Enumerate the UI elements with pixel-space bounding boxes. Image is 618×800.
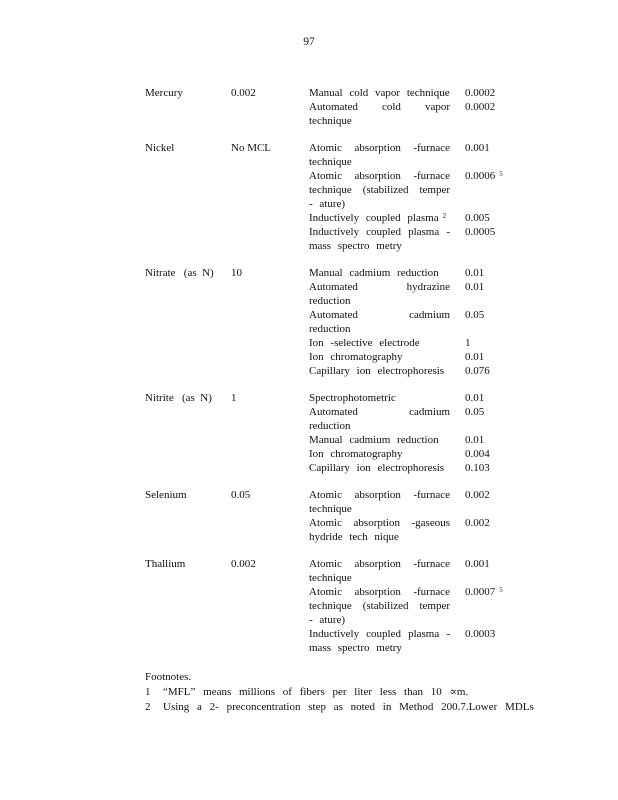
mdl-value: 0.005 xyxy=(465,212,490,224)
mcl-value: 0.002 xyxy=(231,87,256,99)
contaminant-name: Nitrate (as N) xyxy=(145,267,214,279)
method-name: Atomic absorption -furnace technique (stabilized temper - ature) xyxy=(309,170,450,210)
mcl-methods-table xyxy=(145,86,525,655)
method-name: Inductively coupled plasma $^2$ xyxy=(309,212,447,224)
method-name: Inductively coupled plasma - mass spectro metry xyxy=(309,226,450,252)
method-name: Atomic absorption -furnace technique xyxy=(309,142,450,168)
method-row xyxy=(309,488,525,516)
table-group-nickel xyxy=(145,141,525,253)
mcl-value: No MCL xyxy=(231,142,272,154)
method-name: Automated cadmium reduction xyxy=(309,406,450,432)
method-list xyxy=(309,266,525,378)
mdl-value: 0.004 xyxy=(465,448,490,460)
method-name: Automated cadmium reduction xyxy=(309,309,450,335)
mdl-value: 0.001 xyxy=(465,142,490,154)
method-row xyxy=(309,336,525,350)
method-row xyxy=(309,585,525,627)
mdl-value: 0.002 xyxy=(465,517,490,529)
mdl-value: 0.0002 xyxy=(465,101,496,113)
method-row xyxy=(309,447,525,461)
mdl-value: 0.0007 $^5$ xyxy=(465,586,503,598)
mdl-value: 0.0005 xyxy=(465,226,496,238)
method-row xyxy=(309,516,525,544)
mdl-value: 1 xyxy=(465,337,471,349)
method-row xyxy=(309,266,525,280)
method-row xyxy=(309,86,525,100)
method-name: Atomic absorption -furnace technique (stabilized temper - ature) xyxy=(309,586,450,626)
method-list xyxy=(309,86,525,128)
method-row xyxy=(309,433,525,447)
method-row xyxy=(309,169,525,211)
method-name: Automated cold vapor technique xyxy=(309,101,450,127)
table-group-thallium xyxy=(145,557,525,655)
mdl-value: 0.0006 $^5$ xyxy=(465,170,503,182)
mcl-value: 1 xyxy=(231,392,237,404)
contaminant-name: Thallium xyxy=(145,558,186,570)
method-name: Ion chromatography xyxy=(309,351,403,363)
contaminant-name: Mercury xyxy=(145,87,183,99)
mdl-value: 0.0002 xyxy=(465,87,496,99)
method-name: Atomic absorption -furnace technique xyxy=(309,489,450,515)
mdl-value: 0.0003 xyxy=(465,628,496,640)
method-name: Spectrophotometric xyxy=(309,392,396,404)
mdl-value: 0.01 xyxy=(465,351,485,363)
mdl-value: 0.01 xyxy=(465,392,485,404)
method-name: Atomic absorption -gaseous hydride tech nique xyxy=(309,517,450,543)
method-name: Capillary ion electrophoresis xyxy=(309,365,445,377)
method-name: Inductively coupled plasma - mass spectro metry xyxy=(309,628,450,654)
page-number: 97 xyxy=(303,36,315,48)
method-row xyxy=(309,557,525,585)
method-name: Manual cadmium reduction xyxy=(309,267,439,279)
footnote-marker: 5 xyxy=(499,586,503,594)
footnote-marker: 2 xyxy=(442,212,447,220)
method-list xyxy=(309,488,525,544)
method-name: Ion -selective electrode xyxy=(309,337,420,349)
method-row xyxy=(309,461,525,475)
footnotes xyxy=(145,670,534,715)
method-name: Manual cold vapor technique xyxy=(309,87,450,99)
method-name: Manual cadmium reduction xyxy=(309,434,439,446)
footnote-marker: 5 xyxy=(499,170,503,178)
method-row xyxy=(309,280,525,308)
mdl-value: 0.01 xyxy=(465,434,485,446)
method-row xyxy=(309,405,525,433)
footnote-number: 2 xyxy=(145,701,151,713)
method-row xyxy=(309,211,525,225)
mcl-value: 10 xyxy=(231,267,242,279)
mdl-value: 0.05 xyxy=(465,406,485,418)
method-row xyxy=(309,308,525,336)
mdl-value: 0.01 xyxy=(465,281,485,293)
method-list xyxy=(309,141,525,253)
method-list xyxy=(309,391,525,475)
method-name: Ion chromatography xyxy=(309,448,403,460)
mdl-value: 0.076 xyxy=(465,365,490,377)
footnote-text: Using a 2- preconcentration step as noted in Method 200.7.Lower MDLs xyxy=(163,701,534,713)
table-group-selenium xyxy=(145,488,525,544)
footnote-number: 1 xyxy=(145,686,151,698)
mdl-value: 0.01 xyxy=(465,267,485,279)
contaminant-name: Selenium xyxy=(145,489,187,501)
method-list xyxy=(309,557,525,655)
mcl-value: 0.002 xyxy=(231,558,256,570)
method-row xyxy=(309,364,525,378)
footnote-item xyxy=(145,700,534,715)
method-row xyxy=(309,225,525,253)
footnote-item xyxy=(145,685,505,700)
table-group-nitrate xyxy=(145,266,525,378)
method-row xyxy=(309,627,525,655)
method-row xyxy=(309,100,525,128)
method-row xyxy=(309,350,525,364)
mdl-value: 0.05 xyxy=(465,309,485,321)
mdl-value: 0.001 xyxy=(465,558,490,570)
method-name: Automated hydrazine reduction xyxy=(309,281,450,307)
method-name: Capillary ion electrophoresis xyxy=(309,462,445,474)
mdl-value: 0.002 xyxy=(465,489,490,501)
table-group-nitrite xyxy=(145,391,525,475)
method-name: Atomic absorption -furnace technique xyxy=(309,558,450,584)
contaminant-name: Nickel xyxy=(145,142,175,154)
contaminant-name: Nitrite (as N) xyxy=(145,392,212,404)
mdl-value: 0.103 xyxy=(465,462,490,474)
footnote-text: “MFL” means millions of fibers per liter less than 10 ∝m. xyxy=(163,686,469,698)
footnotes-heading: Footnotes. xyxy=(145,671,192,683)
method-row xyxy=(309,141,525,169)
table-group-mercury xyxy=(145,86,525,128)
method-row xyxy=(309,391,525,405)
mcl-value: 0.05 xyxy=(231,489,251,501)
